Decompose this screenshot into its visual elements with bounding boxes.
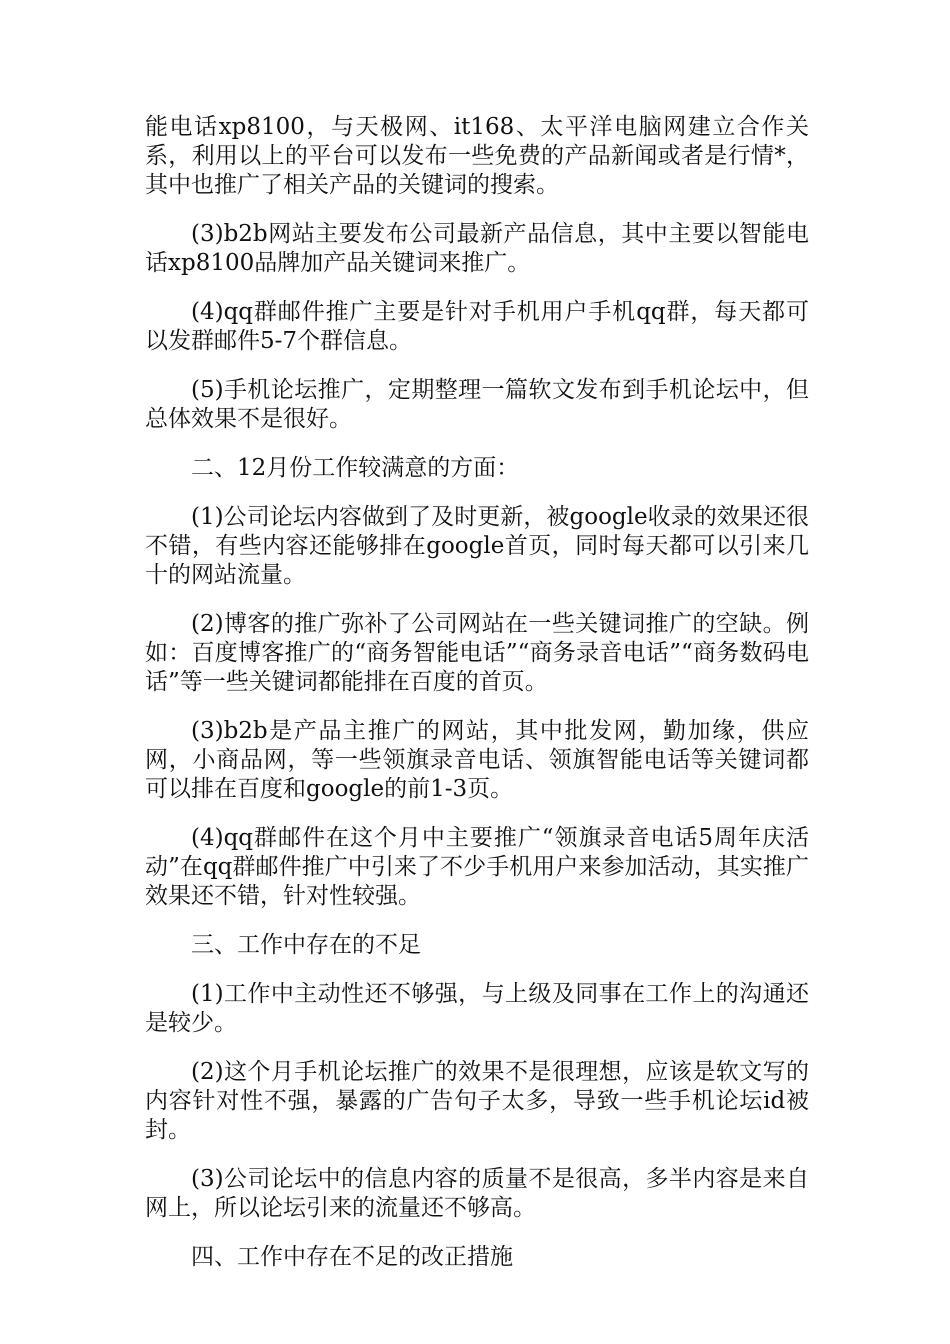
- paragraph-phone-forum: (5)手机论坛推广，定期整理一篇软文发布到手机论坛中，但总体效果不是很好。: [145, 377, 809, 432]
- paragraph-forum-quality: (3)公司论坛中的信息内容的质量不是很高，多半内容是来自网上，所以论坛引来的流量还不够高。: [145, 1166, 809, 1221]
- paragraph-company-forum: (1)公司论坛内容做到了及时更新，被google收录的效果还很不错，有些内容还能够排在google首页，同时每天都可以引来几十的网站流量。: [145, 504, 809, 588]
- paragraph-initiative: (1)工作中主动性还不够强，与上级及同事在工作上的沟通还是较少。: [145, 981, 809, 1036]
- section-heading-shortcomings: 三、工作中存在的不足: [191, 932, 421, 958]
- section-heading-satisfied: 二、12月份工作较满意的方面：: [191, 455, 520, 481]
- paragraph-continued: 能电话xp8100，与天极网、it168、太平洋电脑网建立合作关系，利用以上的平台可以发布一些免费的产品新闻或者是行情*，其中也推广了相关产品的关键词的搜索。: [145, 114, 809, 198]
- paragraph-blog-promotion: (2)博客的推广弥补了公司网站在一些关键词推广的空缺。例如：百度博客推广的“商务智能电话”“商务录音电话”“商务数码电话”等一些关键词都能排在百度的首页。: [145, 611, 809, 695]
- paragraph-b2b-site: (3)b2b网站主要发布公司最新产品信息，其中主要以智能电话xp8100品牌加产品关键词来推广。: [145, 221, 809, 276]
- paragraph-forum-effect: (2)这个月手机论坛推广的效果不是很理想，应该是软文写的内容针对性不强，暴露的广告句子太多，导致一些手机论坛id被封。: [145, 1059, 809, 1143]
- paragraph-qq-anniversary: (4)qq群邮件在这个月中主要推广“领旗录音电话5周年庆活动”在qq群邮件推广中引来了不少手机用户来参加活动，其实推广效果还不错，针对性较强。: [145, 825, 809, 909]
- document-body: [145, 113, 809, 1292]
- paragraph-b2b-main: (3)b2b是产品主推广的网站，其中批发网，勤加缘，供应网，小商品网，等一些领旗录音电话、领旗智能电话等关键词都可以排在百度和google的前1-3页。: [145, 718, 809, 802]
- section-heading-improvements: 四、工作中存在不足的改正措施: [191, 1244, 513, 1270]
- paragraph-qq-group-mail: (4)qq群邮件推广主要是针对手机用户手机qq群，每天都可以发群邮件5-7个群信息。: [145, 299, 809, 354]
